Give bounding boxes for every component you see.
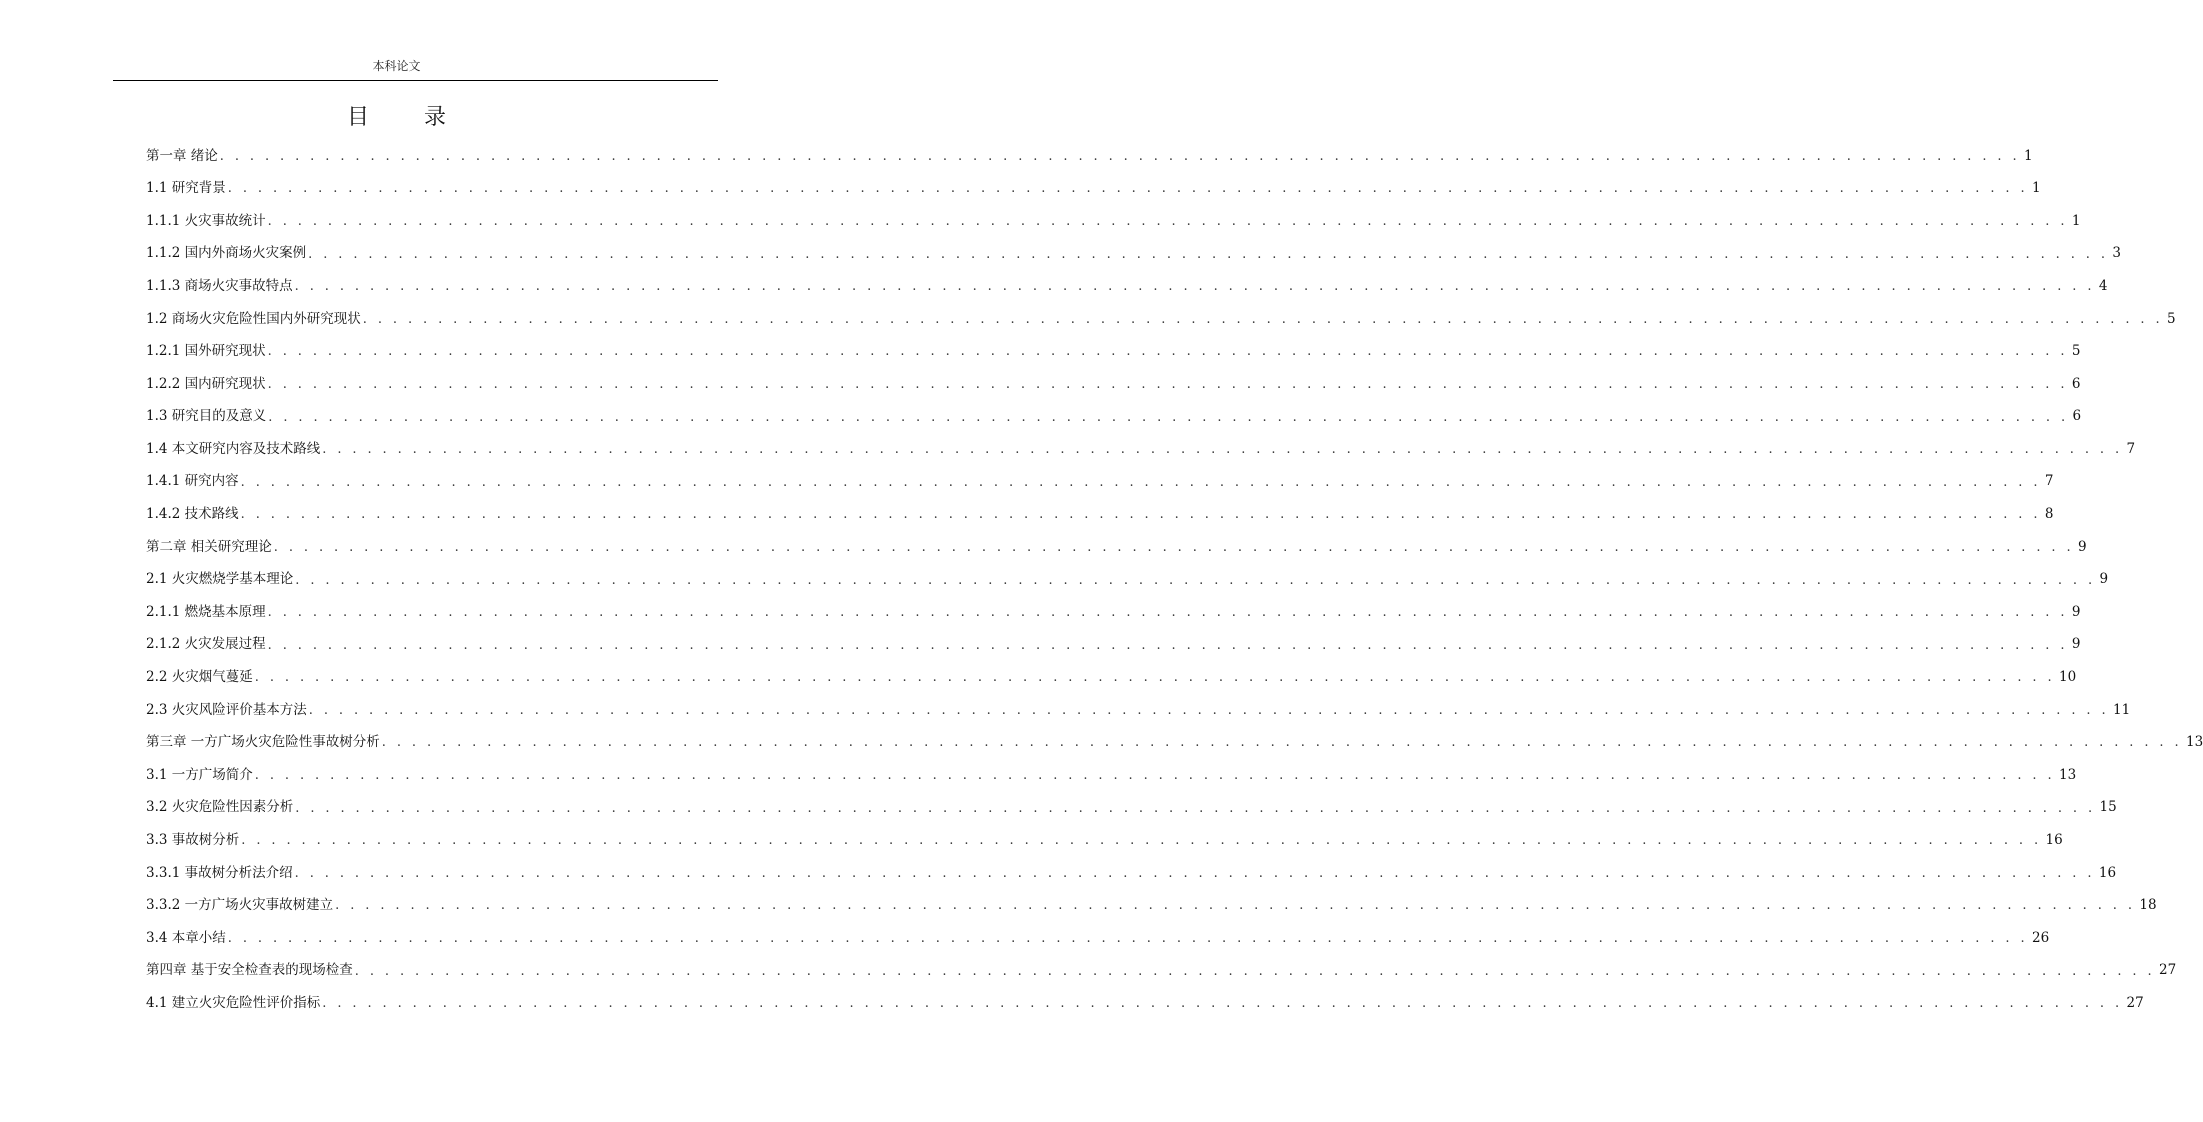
toc-leader-dots: . . . . . . . . . . . . . . . . . . . . . . . . . . . . . . . . . . . . . . . . . . . . . . . . . . . . . . . . . . . . . . . . . . . . . . . . . . . . . . . . . . . . . . . . . . . . . . . . . . . . . . . . . . . . . . . . . . . . . . . .	[322, 442, 2123, 458]
toc-leader-dots: . . . . . . . . . . . . . . . . . . . . . . . . . . . . . . . . . . . . . . . . . . . . . . . . . . . . . . . . . . . . . . . . . . . . . . . . . . . . . . . . . . . . . . . . . . . . . . . . . . . . . . . . . . . . . . . . . . . . . . . .	[308, 246, 2109, 262]
toc-entry-label: 2.3 火灾风险评价基本方法	[146, 701, 307, 718]
toc-leader-dots: . . . . . . . . . . . . . . . . . . . . . . . . . . . . . . . . . . . . . . . . . . . . . . . . . . . . . . . . . . . . . . . . . . . . . . . . . . . . . . . . . . . . . . . . . . . . . . . . . . . . . . . . . . . . . . . . . . . . . . . .	[267, 213, 2068, 229]
toc-entry[interactable]	[146, 922, 2050, 955]
toc-entry[interactable]	[146, 596, 2081, 629]
toc-entry-page: 18	[2139, 897, 2157, 914]
toc-entry[interactable]	[146, 336, 2081, 369]
toc-entry-label: 2.1.2 火灾发展过程	[146, 636, 266, 653]
toc-entry[interactable]	[146, 759, 2077, 792]
toc-entry-page: 27	[2159, 962, 2177, 979]
toc-leader-dots: . . . . . . . . . . . . . . . . . . . . . . . . . . . . . . . . . . . . . . . . . . . . . . . . . . . . . . . . . . . . . . . . . . . . . . . . . . . . . . . . . . . . . . . . . . . . . . . . . . . . . . . . . . . . . . . . . . . . . . . .	[227, 181, 2028, 197]
toc-entry[interactable]	[146, 205, 2081, 238]
toc-entry-page: 15	[2099, 799, 2117, 816]
toc-entry[interactable]	[146, 662, 2077, 695]
toc-entry-page: 9	[2078, 538, 2087, 555]
toc-entry-label: 3.3.1 事故树分析法介绍	[146, 864, 293, 881]
toc-entry-label: 3.4 本章小结	[146, 929, 226, 946]
toc-entry-page: 3	[2112, 245, 2121, 262]
toc-leader-dots: . . . . . . . . . . . . . . . . . . . . . . . . . . . . . . . . . . . . . . . . . . . . . . . . . . . . . . . . . . . . . . . . . . . . . . . . . . . . . . . . . . . . . . . . . . . . . . . . . . . . . . . . . . . . . . . . . . . . . . . .	[267, 344, 2068, 360]
toc-entry[interactable]	[146, 238, 2121, 271]
toc-entry[interactable]	[146, 792, 2117, 825]
header-text: 本科论文	[372, 59, 421, 73]
toc-entry-page: 9	[2099, 571, 2109, 588]
toc-entry-page: 5	[2167, 310, 2176, 327]
toc-leader-dots: . . . . . . . . . . . . . . . . . . . . . . . . . . . . . . . . . . . . . . . . . . . . . . . . . . . . . . . . . . . . . . . . . . . . . . . . . . . . . . . . . . . . . . . . . . . . . . . . . . . . . . . . . . . . . . . . . . . . . . . .	[362, 311, 2163, 327]
toc-leader-dots: . . . . . . . . . . . . . . . . . . . . . . . . . . . . . . . . . . . . . . . . . . . . . . . . . . . . . . . . . . . . . . . . . . . . . . . . . . . . . . . . . . . . . . . . . . . . . . . . . . . . . . . . . . . . . . . . . . . . . . . .	[240, 507, 2041, 523]
toc-entry[interactable]	[146, 466, 2054, 499]
toc-entry-label: 4.1 建立火灾危险性评价指标	[146, 994, 321, 1011]
toc-leader-dots: . . . . . . . . . . . . . . . . . . . . . . . . . . . . . . . . . . . . . . . . . . . . . . . . . . . . . . . . . . . . . . . . . . . . . . . . . . . . . . . . . . . . . . . . . . . . . . . . . . . . . . . . . . . . . . . . . . . . . . . .	[308, 702, 2109, 718]
toc-entry-label: 第四章 基于安全检查表的现场检查	[146, 962, 353, 979]
toc-leader-dots: . . . . . . . . . . . . . . . . . . . . . . . . . . . . . . . . . . . . . . . . . . . . . . . . . . . . . . . . . . . . . . . . . . . . . . . . . . . . . . . . . . . . . . . . . . . . . . . . . . . . . . . . . . . . . . . . . . . . . . . .	[295, 572, 2096, 588]
toc-leader-dots: . . . . . . . . . . . . . . . . . . . . . . . . . . . . . . . . . . . . . . . . . . . . . . . . . . . . . . . . . . . . . . . . . . . . . . . . . . . . . . . . . . . . . . . . . . . . . . . . . . . . . . . . . . . . . . . . . . . . . . . .	[273, 539, 2075, 555]
toc-entry-label: 1.3 研究目的及意义	[146, 408, 267, 425]
toc-leader-dots: . . . . . . . . . . . . . . . . . . . . . . . . . . . . . . . . . . . . . . . . . . . . . . . . . . . . . . . . . . . . . . . . . . . . . . . . . . . . . . . . . . . . . . . . . . . . . . . . . . . . . . . . . . . . . . . . . . . . . . . .	[381, 735, 2183, 751]
toc-entry-page: 5	[2071, 343, 2081, 360]
toc-leader-dots: . . . . . . . . . . . . . . . . . . . . . . . . . . . . . . . . . . . . . . . . . . . . . . . . . . . . . . . . . . . . . . . . . . . . . . . . . . . . . . . . . . . . . . . . . . . . . . . . . . . . . . . . . . . . . . . . . . . . . . . .	[227, 931, 2028, 947]
toc-entry-label: 3.2 火灾危险性因素分析	[146, 799, 294, 816]
toc-entry[interactable]	[146, 303, 2176, 336]
toc-entry-label: 2.1.1 燃烧基本原理	[146, 603, 266, 620]
toc-entry[interactable]	[146, 270, 2108, 303]
toc-entry-label: 1.2.1 国外研究现状	[146, 343, 266, 360]
toc-title: 目 录	[347, 105, 470, 130]
toc-entry-page: 4	[2098, 277, 2108, 294]
toc-entry[interactable]	[146, 955, 2177, 988]
toc-leader-dots: . . . . . . . . . . . . . . . . . . . . . . . . . . . . . . . . . . . . . . . . . . . . . . . . . . . . . . . . . . . . . . . . . . . . . . . . . . . . . . . . . . . . . . . . . . . . . . . . . . . . . . . . . . . . . . . . . . . . . . . .	[294, 865, 2095, 881]
toc-entry[interactable]	[146, 531, 2087, 564]
toc-leader-dots: . . . . . . . . . . . . . . . . . . . . . . . . . . . . . . . . . . . . . . . . . . . . . . . . . . . . . . . . . . . . . . . . . . . . . . . . . . . . . . . . . . . . . . . . . . . . . . . . . . . . . . . . . . . . . . . . . . . . . . . .	[267, 637, 2068, 653]
toc-entry-page: 13	[2059, 766, 2077, 783]
toc-leader-dots: . . . . . . . . . . . . . . . . . . . . . . . . . . . . . . . . . . . . . . . . . . . . . . . . . . . . . . . . . . . . . . . . . . . . . . . . . . . . . . . . . . . . . . . . . . . . . . . . . . . . . . . . . . . . . . . . . . . . . . . .	[295, 800, 2096, 816]
toc-entry[interactable]	[146, 499, 2054, 532]
toc-entry-label: 1.1.1 火灾事故统计	[146, 212, 266, 229]
toc-entry-label: 2.1 火灾燃烧学基本理论	[146, 571, 294, 588]
toc-entry-label: 第三章 一方广场火灾危险性事故树分析	[146, 734, 380, 751]
toc-entry-page: 11	[2113, 701, 2131, 718]
toc-leader-dots: . . . . . . . . . . . . . . . . . . . . . . . . . . . . . . . . . . . . . . . . . . . . . . . . . . . . . . . . . . . . . . . . . . . . . . . . . . . . . . . . . . . . . . . . . . . . . . . . . . . . . . . . . . . . . . . . . . . . . . . .	[240, 474, 2041, 490]
toc-entry-label: 1.2 商场火灾危险性国内外研究现状	[146, 310, 361, 327]
toc-entry-label: 第二章 相关研究理论	[146, 538, 272, 555]
toc-leader-dots: . . . . . . . . . . . . . . . . . . . . . . . . . . . . . . . . . . . . . . . . . . . . . . . . . . . . . . . . . . . . . . . . . . . . . . . . . . . . . . . . . . . . . . . . . . . . . . . . . . . . . . . . . . . . . . . . . . . . . . . .	[268, 409, 2069, 425]
toc-leader-dots: . . . . . . . . . . . . . . . . . . . . . . . . . . . . . . . . . . . . . . . . . . . . . . . . . . . . . . . . . . . . . . . . . . . . . . . . . . . . . . . . . . . . . . . . . . . . . . . . . . . . . . . . . . . . . . . . . . . . . . . .	[294, 279, 2095, 295]
toc-entry-page: 7	[2044, 473, 2054, 490]
toc-entry[interactable]	[146, 401, 2082, 434]
toc-entry-page: 26	[2032, 929, 2050, 946]
toc-entry-page: 9	[2071, 636, 2081, 653]
toc-leader-dots: . . . . . . . . . . . . . . . . . . . . . . . . . . . . . . . . . . . . . . . . . . . . . . . . . . . . . . . . . . . . . . . . . . . . . . . . . . . . . . . . . . . . . . . . . . . . . . . . . . . . . . . . . . . . . . . . . . . . . . . .	[267, 376, 2068, 392]
toc-entry-page: 7	[2126, 440, 2136, 457]
toc-entry-label: 1.1.3 商场火灾事故特点	[146, 277, 293, 294]
toc-entry[interactable]	[146, 857, 2117, 890]
toc-leader-dots: . . . . . . . . . . . . . . . . . . . . . . . . . . . . . . . . . . . . . . . . . . . . . . . . . . . . . . . . . . . . . . . . . . . . . . . . . . . . . . . . . . . . . . . . . . . . . . . . . . . . . . . . . . . . . . . . . . . . . . . .	[267, 605, 2068, 621]
toc-entry[interactable]	[146, 140, 2033, 173]
toc-leader-dots: . . . . . . . . . . . . . . . . . . . . . . . . . . . . . . . . . . . . . . . . . . . . . . . . . . . . . . . . . . . . . . . . . . . . . . . . . . . . . . . . . . . . . . . . . . . . . . . . . . . . . . . . . . . . . . . . . . . . . . . .	[322, 996, 2123, 1012]
toc-entry-page: 16	[2098, 864, 2117, 881]
toc-entry-page: 6	[2071, 375, 2081, 392]
toc-entry-label: 1.4 本文研究内容及技术路线	[146, 440, 321, 457]
toc-leader-dots: . . . . . . . . . . . . . . . . . . . . . . . . . . . . . . . . . . . . . . . . . . . . . . . . . . . . . . . . . . . . . . . . . . . . . . . . . . . . . . . . . . . . . . . . . . . . . . . . . . . . . . . . . . . . . . . . . . . . . . . .	[241, 833, 2042, 849]
toc-leader-dots: . . . . . . . . . . . . . . . . . . . . . . . . . . . . . . . . . . . . . . . . . . . . . . . . . . . . . . . . . . . . . . . . . . . . . . . . . . . . . . . . . . . . . . . . . . . . . . . . . . . . . . . . . . . . . . . . . . . . . . . .	[254, 768, 2055, 784]
toc-leader-dots: . . . . . . . . . . . . . . . . . . . . . . . . . . . . . . . . . . . . . . . . . . . . . . . . . . . . . . . . . . . . . . . . . . . . . . . . . . . . . . . . . . . . . . . . . . . . . . . . . . . . . . . . . . . . . . . . . . . . . . . .	[254, 670, 2055, 686]
toc-entry-label: 1.1.2 国内外商场火灾案例	[146, 245, 307, 262]
toc-entry-label: 3.1 一方广场简介	[146, 766, 253, 783]
toc-entry[interactable]	[146, 727, 2203, 760]
toc-entry-label: 2.2 火灾烟气蔓延	[146, 669, 253, 686]
toc-entry-label: 1.1 研究背景	[146, 180, 226, 197]
toc-entry[interactable]	[146, 173, 2041, 206]
toc-entry-label: 1.4.1 研究内容	[146, 473, 239, 490]
toc-entry-page: 13	[2186, 734, 2203, 751]
toc-leader-dots: . . . . . . . . . . . . . . . . . . . . . . . . . . . . . . . . . . . . . . . . . . . . . . . . . . . . . . . . . . . . . . . . . . . . . . . . . . . . . . . . . . . . . . . . . . . . . . . . . . . . . . . . . . . . . . . . . . . . . . . .	[354, 963, 2156, 979]
toc-entry-page: 1	[2024, 147, 2033, 164]
toc-leader-dots: . . . . . . . . . . . . . . . . . . . . . . . . . . . . . . . . . . . . . . . . . . . . . . . . . . . . . . . . . . . . . . . . . . . . . . . . . . . . . . . . . . . . . . . . . . . . . . . . . . . . . . . . . . . . . . . . . . . . . . . .	[219, 148, 2021, 164]
toc-entry[interactable]	[146, 824, 2063, 857]
toc-entry-label: 1.2.2 国内研究现状	[146, 375, 266, 392]
toc-entry-label: 3.3 事故树分析	[146, 832, 240, 849]
toc-entry[interactable]	[146, 987, 2144, 1020]
toc-entry-page: 1	[2071, 212, 2081, 229]
toc-entry-label: 1.4.2 技术路线	[146, 506, 239, 523]
toc-leader-dots: . . . . . . . . . . . . . . . . . . . . . . . . . . . . . . . . . . . . . . . . . . . . . . . . . . . . . . . . . . . . . . . . . . . . . . . . . . . . . . . . . . . . . . . . . . . . . . . . . . . . . . . . . . . . . . . . . . . . . . . .	[335, 898, 2136, 914]
table-of-contents	[146, 140, 2203, 1020]
toc-entry[interactable]	[146, 890, 2157, 923]
toc-entry-page: 1	[2032, 180, 2041, 197]
toc-entry[interactable]	[146, 564, 2109, 597]
toc-entry-page: 16	[2045, 832, 2063, 849]
toc-entry-page: 8	[2044, 506, 2054, 523]
toc-entry[interactable]	[146, 368, 2081, 401]
toc-entry-page: 6	[2072, 408, 2082, 425]
toc-entry[interactable]	[146, 694, 2131, 727]
toc-entry[interactable]	[146, 433, 2136, 466]
toc-entry[interactable]	[146, 629, 2081, 662]
toc-entry-page: 9	[2071, 603, 2081, 620]
header-rule	[113, 80, 718, 81]
toc-entry-page: 27	[2126, 994, 2144, 1011]
toc-entry-page: 10	[2059, 669, 2077, 686]
toc-entry-label: 3.3.2 一方广场火灾事故树建立	[146, 897, 334, 914]
toc-entry-label: 第一章 绪论	[146, 147, 218, 164]
